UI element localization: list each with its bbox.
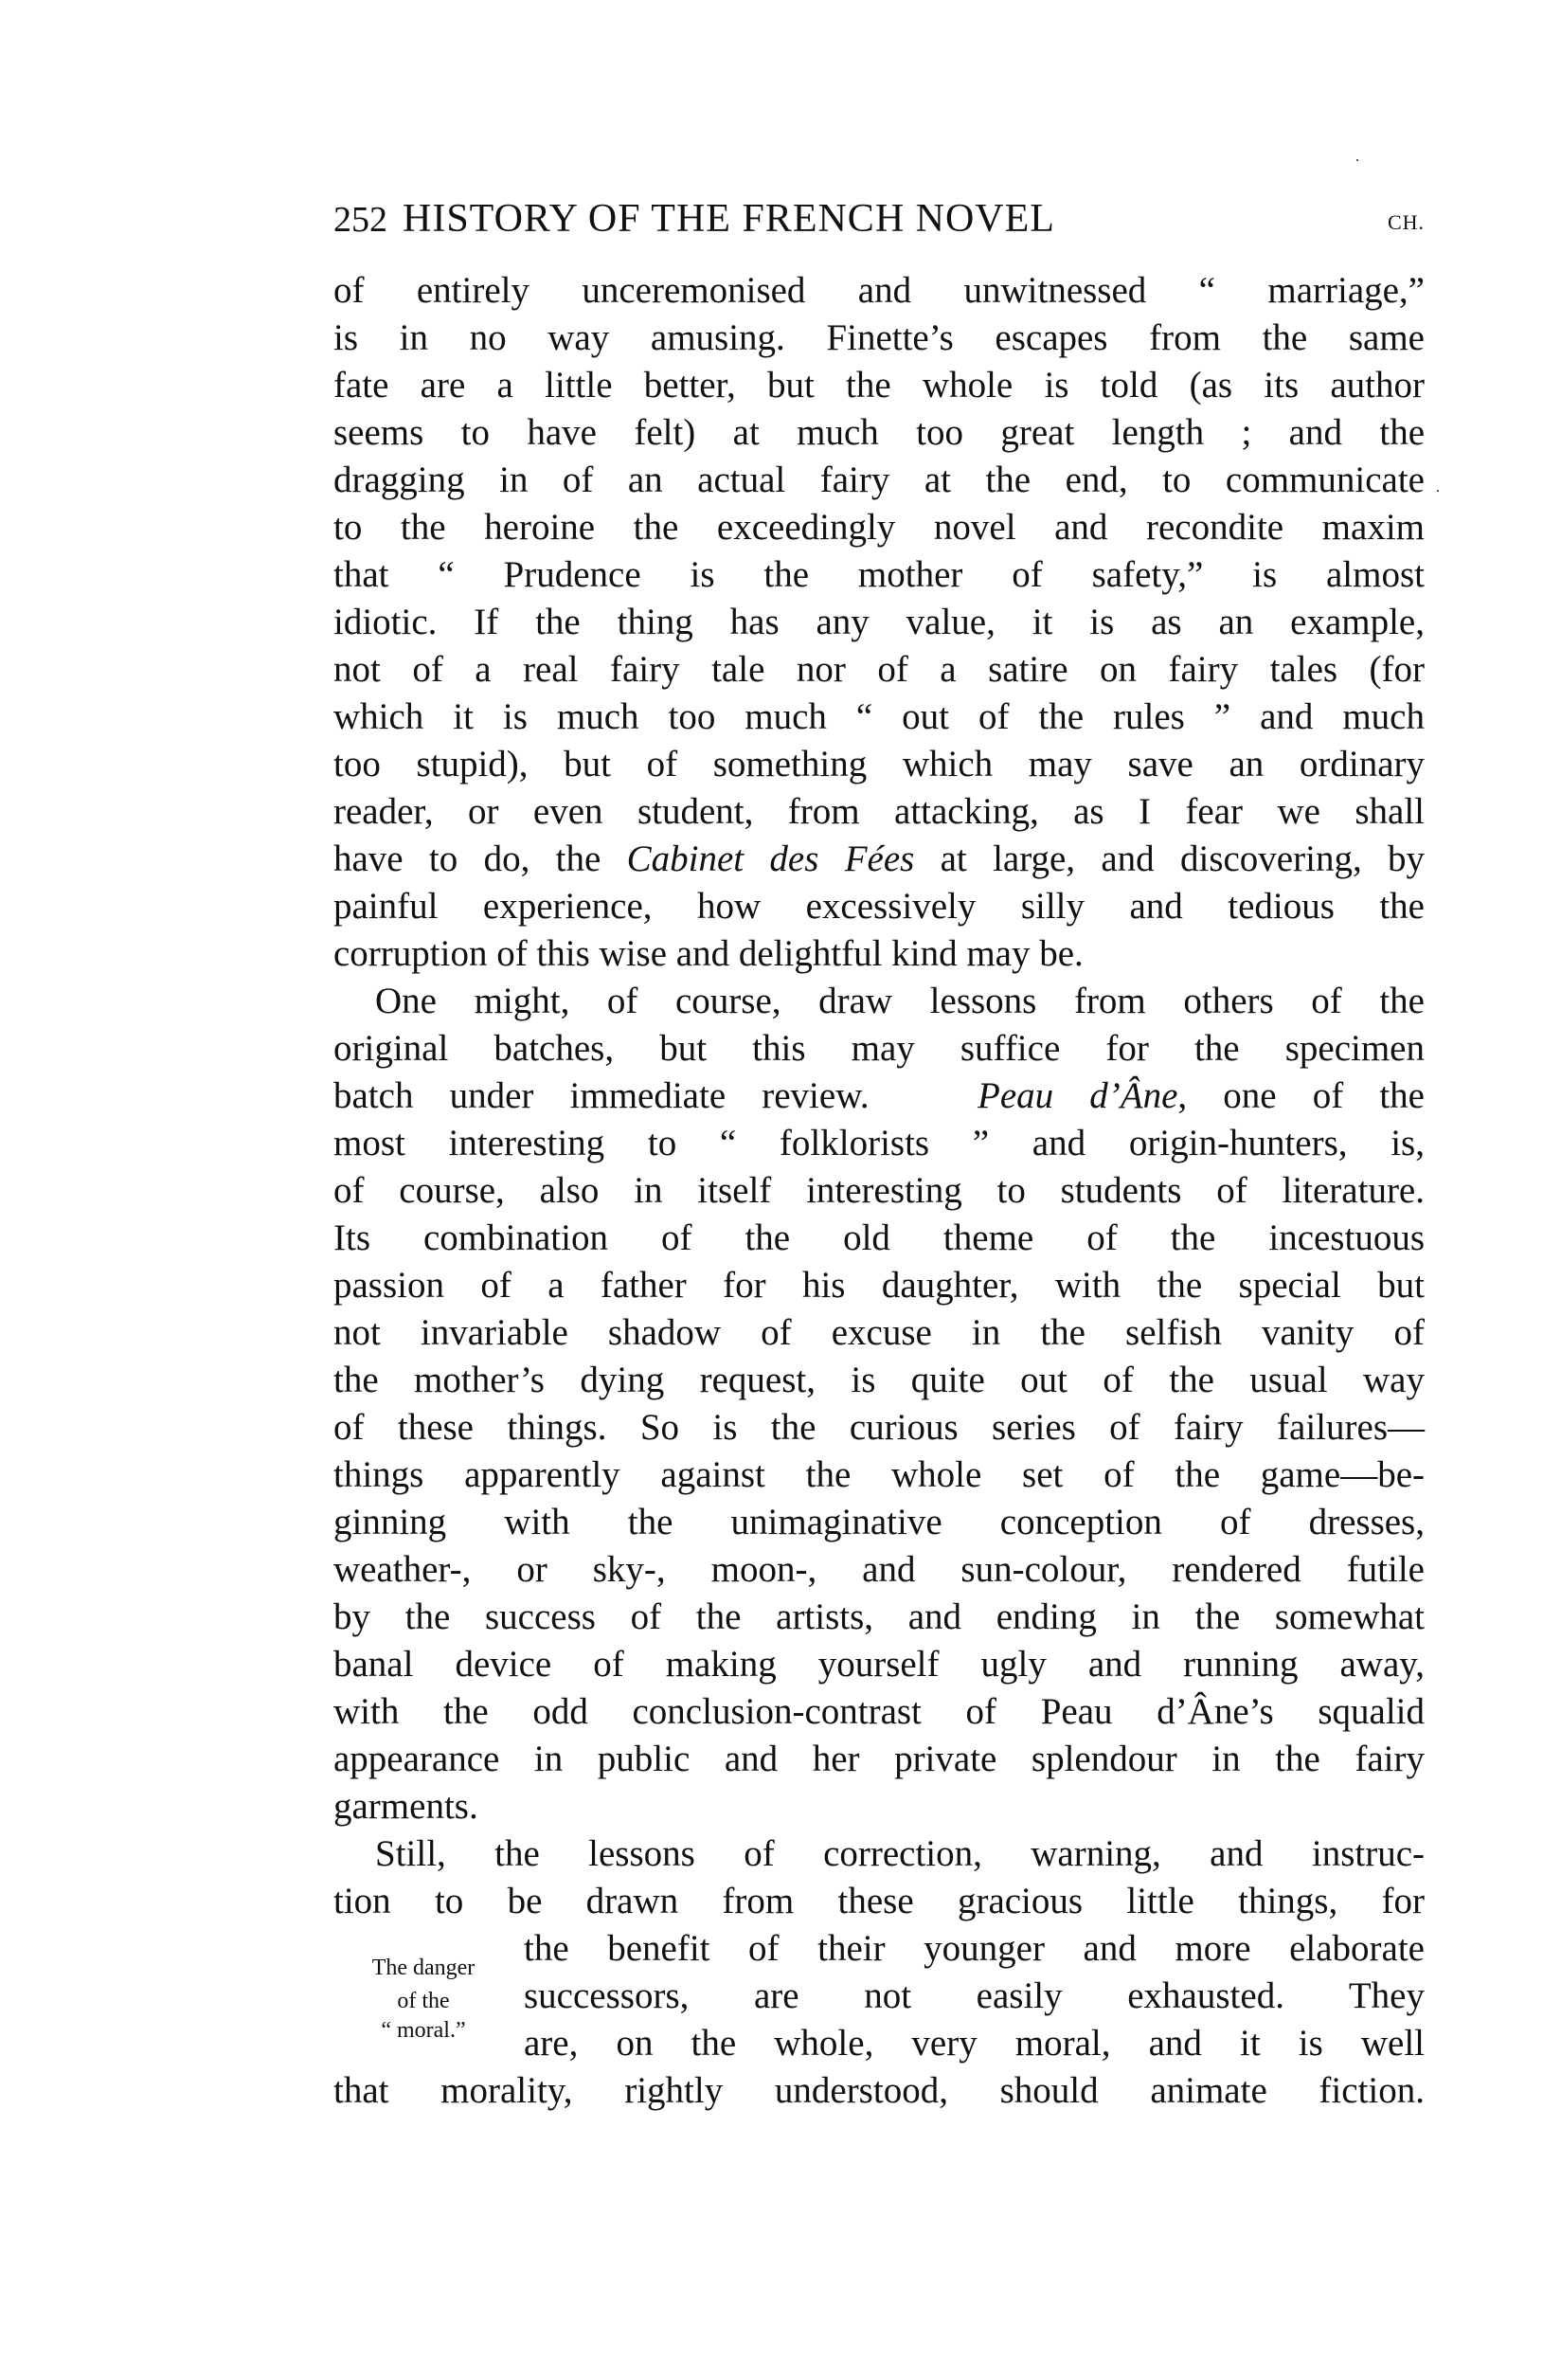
text-line: passion of a father for his daughter, with the special but <box>333 1265 1425 1306</box>
text-line: fate are a little better, but the whole is told (as its author <box>333 365 1425 406</box>
text-line: that morality, rightly understood, should animate fiction. <box>333 2070 1425 2111</box>
text-line: that “ Prudence is the mother of safety,” is almost <box>333 554 1425 595</box>
text-line: too stupid), but of something which may save an ordinary <box>333 744 1425 784</box>
text-line: idiotic. If the thing has any value, it is as an example, <box>333 602 1425 642</box>
text-line: to the heroine the exceedingly novel and recondite maxim <box>333 507 1425 548</box>
text-line: things apparently against the whole set of the game—be- <box>333 1454 1425 1495</box>
margin-note-line: of the <box>397 1989 450 2013</box>
text-line: appearance in public and her private splendour in the fairy <box>333 1739 1425 1779</box>
book-title: HISTORY OF THE FRENCH NOVEL <box>403 197 1055 241</box>
text-line: of these things. So is the curious series of fairy failures— <box>333 1407 1425 1448</box>
text-run: , one of the <box>1177 1075 1425 1116</box>
text-line <box>333 836 1425 883</box>
text-run: batch under immediate review. <box>333 1075 870 1116</box>
chapter-mark: CH. <box>1387 210 1425 234</box>
text-line-paragraph-start: One might, of course, draw lessons from others of the <box>375 981 1425 1021</box>
text-line: painful experience, how excessively silly and tedious the <box>333 886 1425 927</box>
scan-speck <box>1356 159 1358 161</box>
text-line: most interesting to “ folklorists ” and origin-hunters, is, <box>333 1123 1425 1163</box>
text-line: with the odd conclusion-contrast of Peau d’Âne’s squalid <box>333 1691 1425 1732</box>
text-line: of entirely unceremonised and unwitnessed “ marriage,” <box>333 270 1425 311</box>
text-line-paragraph-start: Still, the lessons of correction, warning, and instruc- <box>375 1833 1425 1874</box>
text-line: by the success of the artists, and ending in the somewhat <box>333 1596 1425 1637</box>
text-line: the mother’s dying request, is quite out of the usual way <box>333 1360 1425 1400</box>
text-line: corruption of this wise and delightful kind may be. <box>333 933 1084 974</box>
text-line: garments. <box>333 1786 478 1827</box>
text-line: the benefit of their younger and more elaborate <box>524 1928 1425 1969</box>
text-line: which it is much too much “ out of the rules ” and much <box>333 696 1425 737</box>
italic-title-cabinet-des-fees: Cabinet des Fées <box>626 838 915 879</box>
text-line: are, on the whole, very moral, and it is well <box>524 2023 1425 2064</box>
text-line: of course, also in itself interesting to students of literature. <box>333 1170 1425 1211</box>
text-line: weather-, or sky-, moon-, and sun-colour, rendered futile <box>333 1549 1425 1590</box>
text-line: seems to have felt) at much too great length ; and the <box>333 412 1425 453</box>
text-line: tion to be drawn from these gracious little things, for <box>333 1881 1425 1921</box>
text-line: banal device of making yourself ugly and running away, <box>333 1644 1425 1685</box>
text-line: Its combination of the old theme of the incestuous <box>333 1217 1425 1258</box>
text-line: is in no way amusing. Finette’s escapes from the same <box>333 317 1425 358</box>
text-line: ginning with the unimaginative conception of dresses, <box>333 1502 1425 1542</box>
text-line: not invariable shadow of excuse in the selfish vanity of <box>333 1312 1425 1353</box>
italic-title-peau-d-ane: Peau d’Âne <box>978 1075 1178 1116</box>
text-line: not of a real fairy tale nor of a satire on fairy tales (for <box>333 649 1425 690</box>
margin-note-line: “ moral.” <box>381 2018 466 2043</box>
text-line <box>333 1073 1425 1120</box>
text-run: at large, and discovering, by <box>914 838 1425 879</box>
running-head <box>333 195 1425 243</box>
text-line: successors, are not easily exhausted. They <box>524 1975 1425 2016</box>
margin-note-line: The danger <box>371 1956 475 1980</box>
scan-speck <box>1437 490 1439 492</box>
text-line: original batches, but this may suffice for the specimen <box>333 1028 1425 1069</box>
text-line: dragging in of an actual fairy at the end, to communicate <box>333 460 1425 500</box>
page-number: 252 <box>333 200 387 240</box>
text-line: reader, or even student, from attacking, as I fear we shall <box>333 791 1425 832</box>
text-run: have to do, the <box>333 838 601 879</box>
